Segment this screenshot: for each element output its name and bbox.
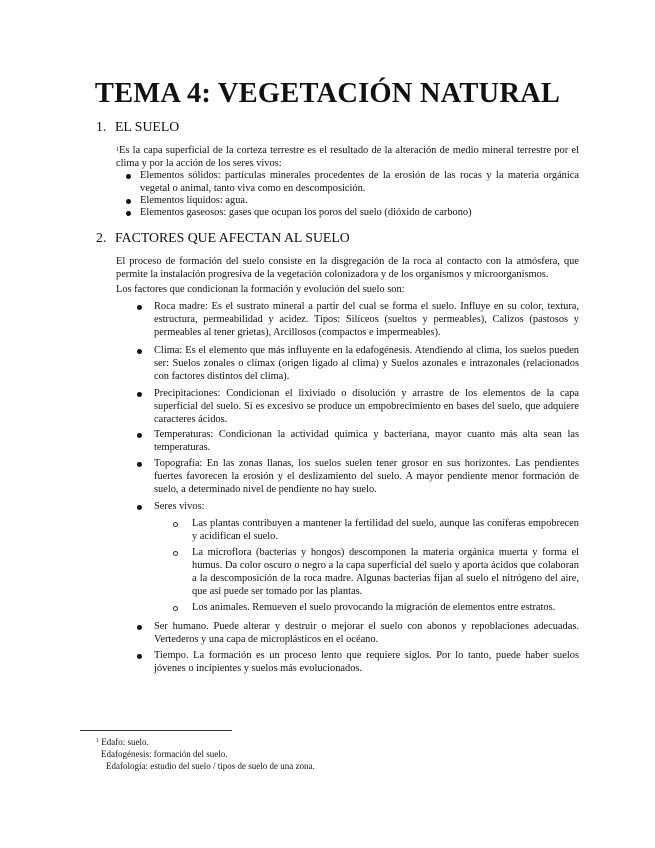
footnote-text: Edafo: suelo.	[101, 737, 149, 747]
bullet-icon	[137, 305, 142, 310]
list-item: Topografía: En las zonas llanas, los suelos suelen tener grosor en sus horizontes. Las pendientes fuertes favorecen la erosión y el deslizamiento del suelo. A mayor pendiente menor formación de suelo, a determinado nivel de pendiente no hay suelo.	[154, 458, 579, 495]
list-item: Clima: Es el elemento que más influyente en la edafogénesis. Atendiendo al clima, los suelos pueden ser: Suelos zonales o clímax (origen ligado al clima) y Suelos azonales e intrazonales (relacionados con factores distintos del clima).	[154, 345, 579, 382]
bullet-icon	[126, 211, 131, 216]
section-number: 2.	[96, 230, 107, 245]
section-heading-factores	[96, 229, 350, 247]
footnote-separator	[80, 730, 232, 731]
section1-intro	[116, 145, 579, 171]
list-item: Tiempo. La formación es un proceso lento que requiere siglos. Por lo tanto, puede haber suelos jóvenes o incipientes y suelos más evolucionados.	[154, 650, 579, 674]
sub-bullet-icon	[173, 551, 178, 556]
section-title: FACTORES QUE AFECTAN AL SUELO	[115, 230, 350, 245]
list-item: Ser humano. Puede alterar y destruir o mejorar el suelo con abonos y repoblaciones adecuadas. Vertederos y una capa de microplásticos en el océano.	[154, 621, 579, 645]
bullet-icon	[137, 654, 142, 659]
sub-bullet-icon	[173, 522, 178, 527]
footnote-line: Edafogénesis: formación del suelo.	[101, 749, 228, 759]
sub-list-item: Los animales. Remueven el suelo provocando la migración de elementos entre estratos.	[192, 602, 556, 613]
list-item: Precipitaciones: Condicionan el lixiviado o disolución y arrastre de los elementos de la capa superficial del suelo. Si es excesivo se produce un empobrecimiento en bases del suelo, que adquiere caracteres ácidos.	[154, 388, 579, 425]
footnote-ref: 1	[116, 147, 119, 153]
list-item: Seres vivos:	[154, 501, 205, 512]
section2-paragraph: El proceso de formación del suelo consiste en la disgregación de la roca al contacto con la atmósfera, que permite la instalación progresiva de la vegetación colonizadora y de los organismos y microorganismos.	[116, 256, 579, 280]
page-title: TEMA 4: VEGETACIÓN NATURAL	[94, 78, 561, 109]
bullet-icon	[126, 174, 131, 179]
section-heading-el-suelo	[96, 118, 179, 136]
section1-intro-text: Es la capa superficial de la corteza terrestre es el resultado de la alteración de medio mineral terrestre por el clima y por la acción de los seres vivos:	[116, 145, 579, 169]
footnote-line: Edafología: estudio del suelo / tipos de suelo de una zona.	[106, 761, 315, 771]
bullet-icon	[137, 625, 142, 630]
bullet-icon	[137, 433, 142, 438]
section-number: 1.	[96, 119, 107, 134]
sub-list-item: Las plantas contribuyen a mantener la fertilidad del suelo, aunque las coníferas empobrecen y acidifican el suelo.	[192, 518, 579, 542]
bullet-icon	[137, 349, 142, 354]
list-item: Roca madre: Es el sustrato mineral a partir del cual se forma el suelo. Influye en su color, textura, estructura, permeabilidad y acidez. Tipos: Silíceos (sueltos y permeables), Calizos (pastosos y permeables al tener grietas), Arcillosos (compactos e impermeables).	[154, 301, 579, 338]
footnote-line	[96, 737, 149, 748]
list-item: Elementos líquidos: agua.	[140, 195, 248, 206]
footnote-ref: 1	[96, 738, 99, 744]
bullet-icon	[137, 462, 142, 467]
bullet-icon	[126, 199, 131, 204]
list-item: Elementos gaseosos: gases que ocupan los poros del suelo (dióxido de carbono)	[140, 207, 472, 218]
section2-paragraph: Los factores que condicionan la formación y evolución del suelo son:	[116, 284, 405, 295]
list-item: Temperaturas: Condicionan la actividad química y bacteriana, mayor cuanto más alta sean las temperaturas.	[154, 429, 579, 453]
list-item: Elementos sólidos: partículas minerales procedentes de la erosión de las rocas y la materia orgánica vegetal o animal, tanto viva como en descomposición.	[140, 170, 579, 194]
sub-bullet-icon	[173, 606, 178, 611]
bullet-icon	[137, 505, 142, 510]
section-title: EL SUELO	[115, 119, 180, 134]
bullet-icon	[137, 392, 142, 397]
sub-list-item: La microflora (bacterias y hongos) descomponen la materia orgánica muerta y forma el humus. Da color oscuro o negro a la capa superficial del suelo y aporta ácidos que colaboran a la descomposición de la roca madre. Algunas bacterias fijan al suelo el nitrógeno del aire, que así puede ser tomado por las plantas.	[192, 547, 579, 597]
